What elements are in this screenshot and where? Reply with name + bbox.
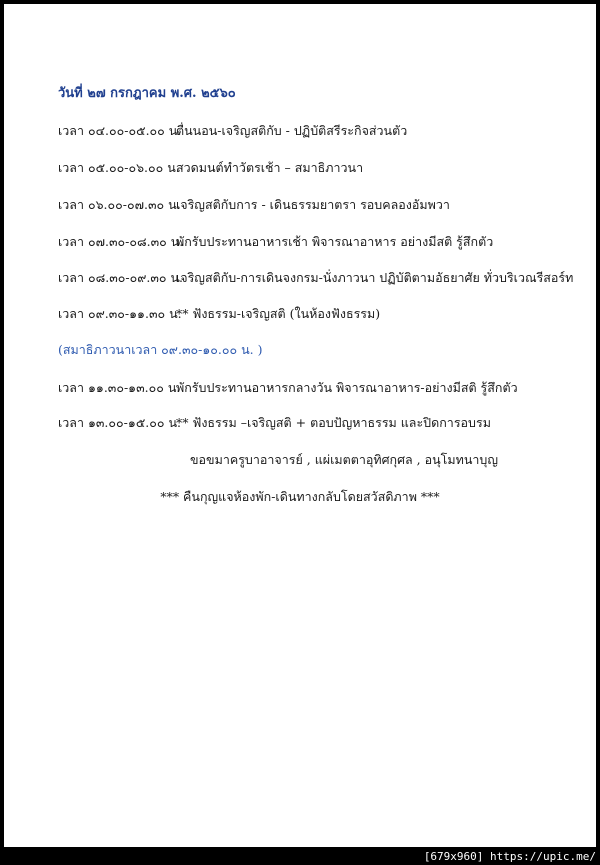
schedule-activity: ** ฟังธรรม –เจริญสติ + ตอบปัญหาธรรม และปิดการอบรม (176, 415, 491, 430)
schedule-activity: เจริญสติกับ-การเดินจงกรม-นั่งภาวนา ปฏิบัติตามอัธยาศัย ทั่วบริเวณรีสอร์ท (176, 270, 574, 285)
schedule-activity: สวดมนต์ทำวัตรเช้า – สมาธิภาวนา (176, 160, 364, 175)
closing-line: *** คืนกุญแจห้องพัก-เดินทางกลับโดยสวัสดิภาพ *** (160, 489, 440, 504)
schedule-time: เวลา ๐๖.๐๐-๐๗.๓๐ น. (58, 197, 181, 212)
document-page (4, 4, 596, 847)
schedule-time: เวลา ๑๑.๓๐-๑๓.๐๐ น. (58, 380, 181, 395)
schedule-continuation: ขอขมาครูบาอาจารย์ , แผ่เมตตาอุทิศกุศล , อนุโมทนาบุญ (190, 452, 499, 467)
schedule-activity: เจริญสติกับการ - เดินธรรมยาตรา รอบคลองอัมพวา (176, 197, 450, 212)
schedule-activity: ** ฟังธรรม-เจริญสติ (ในห้องฟังธรรม) (176, 306, 381, 321)
image-host-watermark: [679x960] https://upic.me/ (423, 850, 596, 863)
schedule-item (58, 158, 363, 178)
schedule-activity: พักรับประทานอาหารเช้า พิจารณาอาหาร อย่างมีสติ รู้สึกตัว (176, 234, 494, 249)
schedule-item (58, 268, 573, 288)
footer-bar (0, 847, 600, 865)
schedule-item (58, 121, 407, 141)
schedule-time: เวลา ๐๘.๓๐-๐๙.๓๐ น. (58, 270, 184, 285)
schedule-time: เวลา ๑๓.๐๐-๑๕.๐๐ น. (58, 415, 181, 430)
schedule-activity: พักรับประทานอาหารกลางวัน พิจารณาอาหาร-อย่างมีสติ รู้สึกตัว (176, 380, 518, 395)
schedule-item (58, 195, 450, 215)
meditation-note: (สมาธิภาวนาเวลา ๐๙.๓๐-๑๐.๐๐ น. ) (58, 342, 263, 357)
schedule-item (58, 378, 518, 398)
schedule-activity: ตื่นนอน-เจริญสติกับ - ปฏิบัติสรีระกิจส่วนตัว (176, 123, 408, 138)
schedule-item (58, 413, 491, 433)
schedule-time: เวลา ๐๔.๐๐-๐๕.๐๐ น. (58, 123, 182, 138)
schedule-time: เวลา ๐๕.๐๐-๐๖.๐๐ น. (58, 160, 180, 175)
schedule-item (58, 304, 380, 324)
schedule-time: เวลา ๐๗.๓๐-๐๘.๓๐ น. (58, 234, 184, 249)
schedule-time: เวลา ๐๙.๓๐-๑๑.๓๐ น. (58, 306, 182, 321)
document-date: วันที่ ๒๗ กรกฎาคม พ.ศ. ๒๕๖๐ (58, 86, 236, 101)
schedule-item (58, 232, 493, 252)
